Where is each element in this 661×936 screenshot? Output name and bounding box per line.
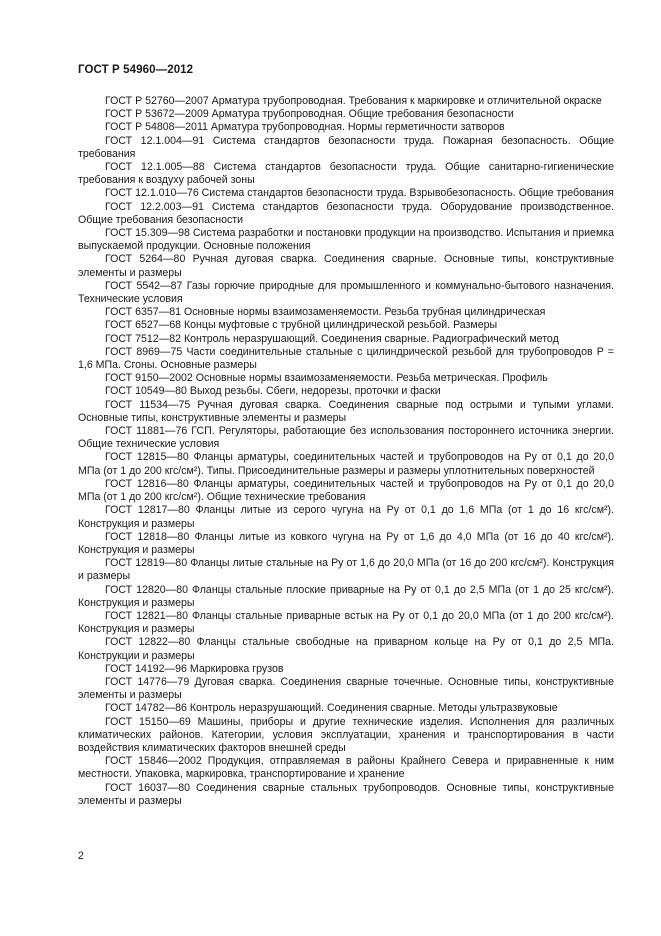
reference-item: ГОСТ 15846—2002 Продукция, отправляемая в районы Крайнего Севера и приравненные к ним местности. Упаковка, маркировка, транспортирование и хранение: [78, 755, 614, 781]
reference-item: ГОСТ 12.1.004—91 Система стандартов безопасности труда. Пожарная безопасность. Общие требования: [78, 134, 614, 160]
reference-item: ГОСТ 12819—80 Фланцы литые стальные на Pу от 1,6 до 20,0 МПа (от 16 до 200 кгс/см²). Конструкция и размеры: [78, 557, 614, 583]
reference-item: ГОСТ Р 53672—2009 Арматура трубопроводная. Общие требования безопасности: [105, 108, 514, 121]
page-header: ГОСТ Р 54960—2012: [78, 64, 194, 76]
reference-item: ГОСТ 9150—2002 Основные нормы взаимозаменяемости. Резьба метрическая. Профиль: [105, 372, 548, 385]
reference-item: ГОСТ 12822—80 Фланцы стальные свободные на приварном кольце на Pу от 0,1 до 2,5 МПа. Конструкции и размеры: [78, 636, 614, 662]
reference-item: ГОСТ 12.2.003—91 Система стандартов безопасности труда. Оборудование производственное. Общие требования безопасности: [78, 200, 614, 226]
reference-item: ГОСТ 14782—86 Контроль неразрушающий. Соединения сварные. Методы ультразвуковые: [105, 702, 558, 715]
reference-item: ГОСТ 12815—80 Фланцы арматуры, соединительных частей и трубопроводов на Pу от 0,1 до 20,0 МПа (от 1 до 200 кгс/см²). Типы. Присоединительные размеры и размеры уплотнительных поверхностей: [78, 451, 614, 477]
reference-item: ГОСТ 5264—80 Ручная дуговая сварка. Соединения сварные. Основные типы, конструктивные элементы и размеры: [78, 253, 614, 279]
reference-item: ГОСТ 12821—80 Фланцы стальные приварные встык на Pу от 0,1 до 20,0 МПа (от 1 до 200 кгс/см²). Конструкция и размеры: [78, 609, 614, 636]
reference-item: ГОСТ 16037—80 Соединения сварные стальных трубопроводов. Основные типы, конструктивные элементы и размеры: [78, 781, 614, 807]
reference-item: ГОСТ 6527—68 Концы муфтовые с трубной цилиндрической резьбой. Размеры: [105, 319, 498, 332]
reference-item: ГОСТ 12816—80 Фланцы арматуры, соединительных частей и трубопроводов на Pу от 0,1 до 20,0 МПа (от 1 до 200 кгс/см²). Общие технические требования: [78, 477, 614, 504]
reference-item: ГОСТ 12817—80 Фланцы литые из серого чугуна на Pу от 0,1 до 1,6 МПа (от 1 до 16 кгс/см²). Конструкция и размеры: [78, 504, 614, 530]
reference-item: ГОСТ 11881—76 ГСП. Регуляторы, работающие без использования постороннего источника энергии. Общие технические условия: [78, 425, 614, 451]
reference-item: ГОСТ 10549—80 Выход резьбы. Сбеги, недорезы, проточки и фаски: [105, 385, 441, 398]
reference-item: ГОСТ 6357—81 Основные нормы взаимозаменяемости. Резьба трубная цилиндрическая: [105, 306, 546, 319]
reference-item: ГОСТ 11534—75 Ручная дуговая сварка. Соединения сварные под острыми и тупыми углами. Основные типы, конструктивные элементы и размеры: [78, 398, 614, 424]
reference-item: ГОСТ 15.309—98 Система разработки и постановки продукции на производство. Испытания и приемка выпускаемой продукции. Основные положения: [78, 227, 614, 253]
page-number: 2: [78, 850, 84, 862]
reference-item: ГОСТ Р 52760—2007 Арматура трубопроводная. Требования к маркировке и отличительной окраске: [105, 95, 602, 107]
reference-item: ГОСТ 14776—79 Дуговая сварка. Соединения сварные точечные. Основные типы, конструктивные элементы и размеры: [78, 675, 614, 702]
reference-item: ГОСТ Р 54808—2011 Арматура трубопроводная. Нормы герметичности затворов: [105, 121, 505, 134]
reference-item: ГОСТ 8969—75 Части соединительные стальные с цилиндрической резьбой для трубопроводов P = 1,6 МПа. Сгоны. Основные размеры: [78, 345, 614, 372]
reference-item: ГОСТ 12.1.005—88 Система стандартов безопасности труда. Общие санитарно-гигиенические требования к воздуху рабочей зоны: [78, 161, 614, 187]
reference-item: ГОСТ 5542—87 Газы горючие природные для промышленного и коммунально-бытового назначения. Технические условия: [78, 279, 614, 306]
reference-item: ГОСТ 7512—82 Контроль неразрушающий. Соединения сварные. Радиографический метод: [105, 332, 559, 345]
reference-item: ГОСТ 15150—69 Машины, приборы и другие технические изделия. Исполнения для различных климатических районов. Категории, условия эксплуатации, хранения и транспортирования в части воздействия климатических факторов внешней среды: [78, 715, 614, 754]
reference-item: ГОСТ 12818—80 Фланцы литые из ковкого чугуна на Pу от 1,6 до 4,0 МПа (от 16 до 40 кгс/см²). Конструкция и размеры: [78, 530, 614, 556]
reference-item: ГОСТ 12.1.010—76 Система стандартов безопасности труда. Взрывобезопасность. Общие требования: [105, 187, 614, 200]
normative-references-list: [78, 95, 614, 808]
reference-item: ГОСТ 12820—80 Фланцы стальные плоские приварные на Pу от 0,1 до 2,5 МПа (от 1 до 25 кгс/см²). Конструкция и размеры: [78, 583, 614, 609]
reference-item: ГОСТ 14192—96 Маркировка грузов: [105, 662, 284, 675]
